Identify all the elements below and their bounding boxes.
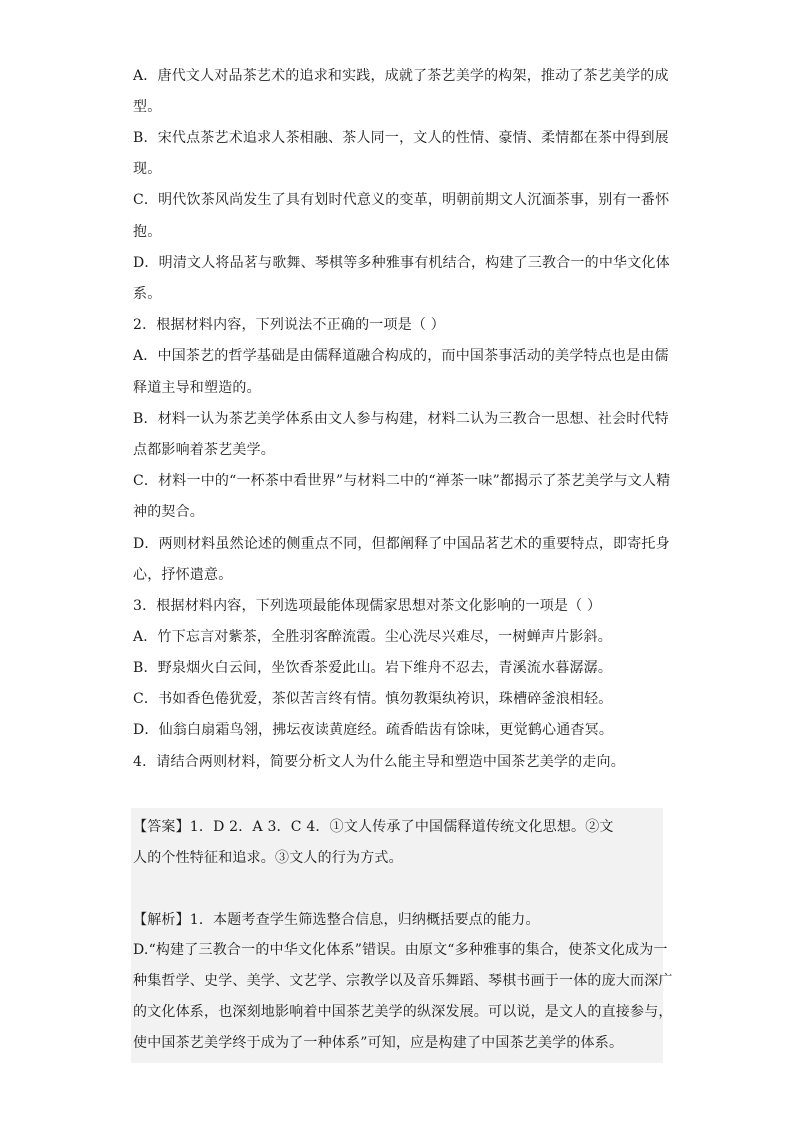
q1-option-d: D．明清文人将品茗与歌舞、琴棋等多种雅事有机结合，构建了三教合一的中华文化体 xyxy=(133,255,670,271)
answer-line-1: 【答案】1．D 2．A 3．C 4．①文人传承了中国儒释道传统文化思想。②文 xyxy=(133,819,614,835)
q2-option-a: A．中国茶艺的哲学基础是由儒释道融合构成的，而中国茶事活动的美学特点也是由儒 xyxy=(133,348,669,364)
q1-option-a-cont: 型。 xyxy=(133,99,162,115)
q1-option-d-cont: 系。 xyxy=(133,286,162,302)
q2-option-d: D．两则材料虽然论述的侧重点不同，但都阐释了中国品茗艺术的重要特点，即寄托身 xyxy=(133,536,670,552)
q3-stem: 3．根据材料内容，下列选项最能体现儒家思想对茶文化影响的一项是（ ） xyxy=(133,598,602,614)
answer-block-background xyxy=(131,808,663,1063)
q2-stem: 2．根据材料内容，下列说法不正确的一项是（ ） xyxy=(133,317,445,333)
q3-option-b: B．野泉烟火白云间，坐饮香茶爱此山。岩下维舟不忍去，青溪流水暮潺潺。 xyxy=(133,660,613,676)
q4-stem: 4．请结合两则材料，简要分析文人为什么能主导和塑造中国茶艺美学的走向。 xyxy=(133,754,625,770)
q1-option-b: B．宋代点茶艺术追求人茶相融、茶人同一，文人的性情、豪情、柔情都在茶中得到展 xyxy=(133,130,669,146)
q1-option-c-cont: 抱。 xyxy=(133,224,162,240)
q1-option-c: C．明代饮茶风尚发生了具有划时代意义的变革，明朝前期文人沉湎茶事，别有一番怀 xyxy=(133,192,670,208)
q3-option-d: D．仙翁白扇霜鸟翎，拂坛夜读黄庭经。疏香皓齿有馀味，更觉鹤心通杳冥。 xyxy=(133,722,614,738)
q2-option-b-cont: 点都影响着茶艺美学。 xyxy=(133,442,275,458)
q1-option-b-cont: 现。 xyxy=(133,161,162,177)
q2-option-d-cont: 心，抒怀遣意。 xyxy=(133,567,233,583)
q2-option-a-cont: 释道主导和塑造的。 xyxy=(133,380,261,396)
analysis-line-1: 【解析】1．本题考查学生筛选整合信息，归纳概括要点的能力。 xyxy=(133,912,540,928)
analysis-line-5: 使中国茶艺美学终于成为了一种体系”可知，应是构建了中国茶艺美学的体系。 xyxy=(133,1035,624,1051)
q2-option-c-cont: 神的契合。 xyxy=(133,504,204,520)
q3-option-a: A．竹下忘言对紫茶，全胜羽客醉流霞。尘心洗尽兴难尽，一树蝉声片影斜。 xyxy=(133,629,612,645)
analysis-line-3: 种集哲学、史学、美学、文艺学、宗教学以及音乐舞蹈、琴棋书画于一体的庞大而深广 xyxy=(133,973,673,989)
analysis-line-4: 的文化体系，也深刻地影响着中国茶艺美学的纵深发展。可以说，是文人的直接参与， xyxy=(133,1004,673,1020)
q3-option-c: C．书如香色倦犹爱，茶似苦言终有情。慎勿教渠纨袴识，珠槽碎釜浪相轻。 xyxy=(133,691,613,707)
answer-line-2: 人的个性特征和追求。③文人的行为方式。 xyxy=(133,850,403,866)
analysis-line-2: D.“构建了三教合一的中华文化体系”错误。由原文“多种雅事的集合，使茶文化成为一 xyxy=(133,942,668,958)
q2-option-b: B．材料一认为茶艺美学体系由文人参与构建，材料二认为三教合一思想、社会时代特 xyxy=(133,411,669,427)
q2-option-c: C．材料一中的“一杯茶中看世界”与材料二中的“禅茶一味”都揭示了茶艺美学与文人精 xyxy=(133,473,671,489)
q1-option-a: A．唐代文人对品茶艺术的追求和实践，成就了茶艺美学的构架，推动了茶艺美学的成 xyxy=(133,68,669,84)
